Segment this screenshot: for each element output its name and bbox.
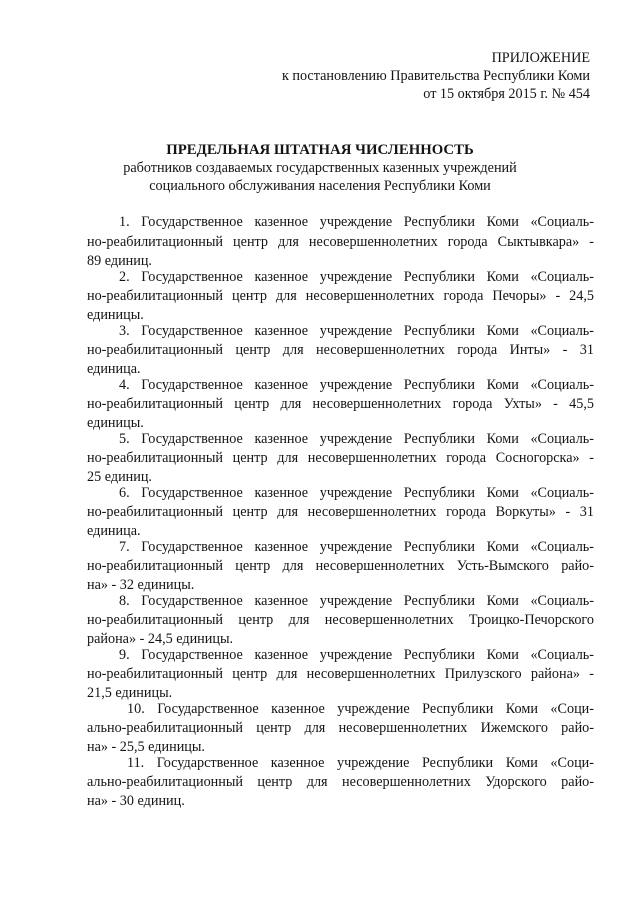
list-item-line: 89 единиц. bbox=[87, 253, 152, 269]
list-item-line: 11. Государственное казенное учреждение Республики Коми «Соци- bbox=[127, 755, 594, 771]
list-item-line: 8. Государственное казенное учреждение Республики Коми «Социаль- bbox=[119, 593, 594, 609]
list-item-line: на» - 30 единиц. bbox=[87, 793, 185, 809]
list-item-line: единицы. bbox=[87, 415, 144, 431]
list-item-line: но-реабилитационный центр для несовершеннолетних города Сыктывкара» - bbox=[87, 234, 594, 250]
resolution-reference: к постановлению Правительства Республики Коми bbox=[281, 68, 590, 84]
list-item-line: но-реабилитационный центр для несовершеннолетних города Инты» - 31 bbox=[87, 342, 594, 358]
list-item-line: 25 единиц. bbox=[87, 469, 152, 485]
list-item-line: 4. Государственное казенное учреждение Республики Коми «Социаль- bbox=[119, 377, 594, 393]
list-item-line: единица. bbox=[87, 361, 141, 377]
list-item-line: 21,5 единицы. bbox=[87, 685, 173, 701]
list-item-line: но-реабилитационный центр для несовершеннолетних города Воркуты» - 31 bbox=[87, 504, 594, 520]
list-item-line: но-реабилитационный центр для несовершеннолетних Троицко-Печорского bbox=[87, 612, 594, 628]
list-item-line: района» - 24,5 единицы. bbox=[87, 631, 234, 647]
list-item-line: 6. Государственное казенное учреждение Республики Коми «Социаль- bbox=[119, 485, 594, 501]
resolution-date-number: от 15 октября 2015 г. № 454 bbox=[423, 86, 590, 102]
list-item-line: 1. Государственное казенное учреждение Республики Коми «Социаль- bbox=[119, 214, 594, 230]
list-item-line: единицы. bbox=[87, 307, 144, 323]
title-subtitle-line-2: социального обслуживания населения Республики Коми bbox=[149, 178, 491, 194]
list-item-line: но-реабилитационный центр для несовершеннолетних Прилузского района» - bbox=[87, 666, 594, 682]
list-item-line: 3. Государственное казенное учреждение Республики Коми «Социаль- bbox=[119, 323, 594, 339]
list-item-line: но-реабилитационный центр для несовершеннолетних города Сосногорска» - bbox=[87, 450, 594, 466]
list-item-line: но-реабилитационный центр для несовершеннолетних Усть-Вымского райо- bbox=[87, 558, 594, 574]
list-item-line: 9. Государственное казенное учреждение Республики Коми «Социаль- bbox=[119, 647, 594, 663]
list-item-line: 2. Государственное казенное учреждение Республики Коми «Социаль- bbox=[119, 269, 594, 285]
title-subtitle-line-1: работников создаваемых государственных казенных учреждений bbox=[123, 160, 517, 176]
list-item-line: 10. Государственное казенное учреждение Республики Коми «Соци- bbox=[127, 701, 594, 717]
list-item-line: на» - 32 единицы. bbox=[87, 577, 195, 593]
title-main: ПРЕДЕЛЬНАЯ ШТАТНАЯ ЧИСЛЕННОСТЬ bbox=[166, 142, 474, 158]
list-item-line: 5. Государственное казенное учреждение Республики Коми «Социаль- bbox=[119, 431, 594, 447]
list-item-line: единица. bbox=[87, 523, 141, 539]
list-item-line: ально-реабилитационный центр для несовершеннолетних Удорского райо- bbox=[87, 774, 594, 790]
list-item-line: но-реабилитационный центр для несовершеннолетних города Печоры» - 24,5 bbox=[87, 288, 594, 304]
list-item-line: на» - 25,5 единицы. bbox=[87, 739, 205, 755]
list-item-line: ально-реабилитационный центр для несовершеннолетних Ижемского райо- bbox=[87, 720, 594, 736]
appendix-label: ПРИЛОЖЕНИЕ bbox=[491, 50, 590, 66]
list-item-line: но-реабилитационный центр для несовершеннолетних города Ухты» - 45,5 bbox=[87, 396, 594, 412]
list-item-line: 7. Государственное казенное учреждение Республики Коми «Социаль- bbox=[119, 539, 594, 555]
